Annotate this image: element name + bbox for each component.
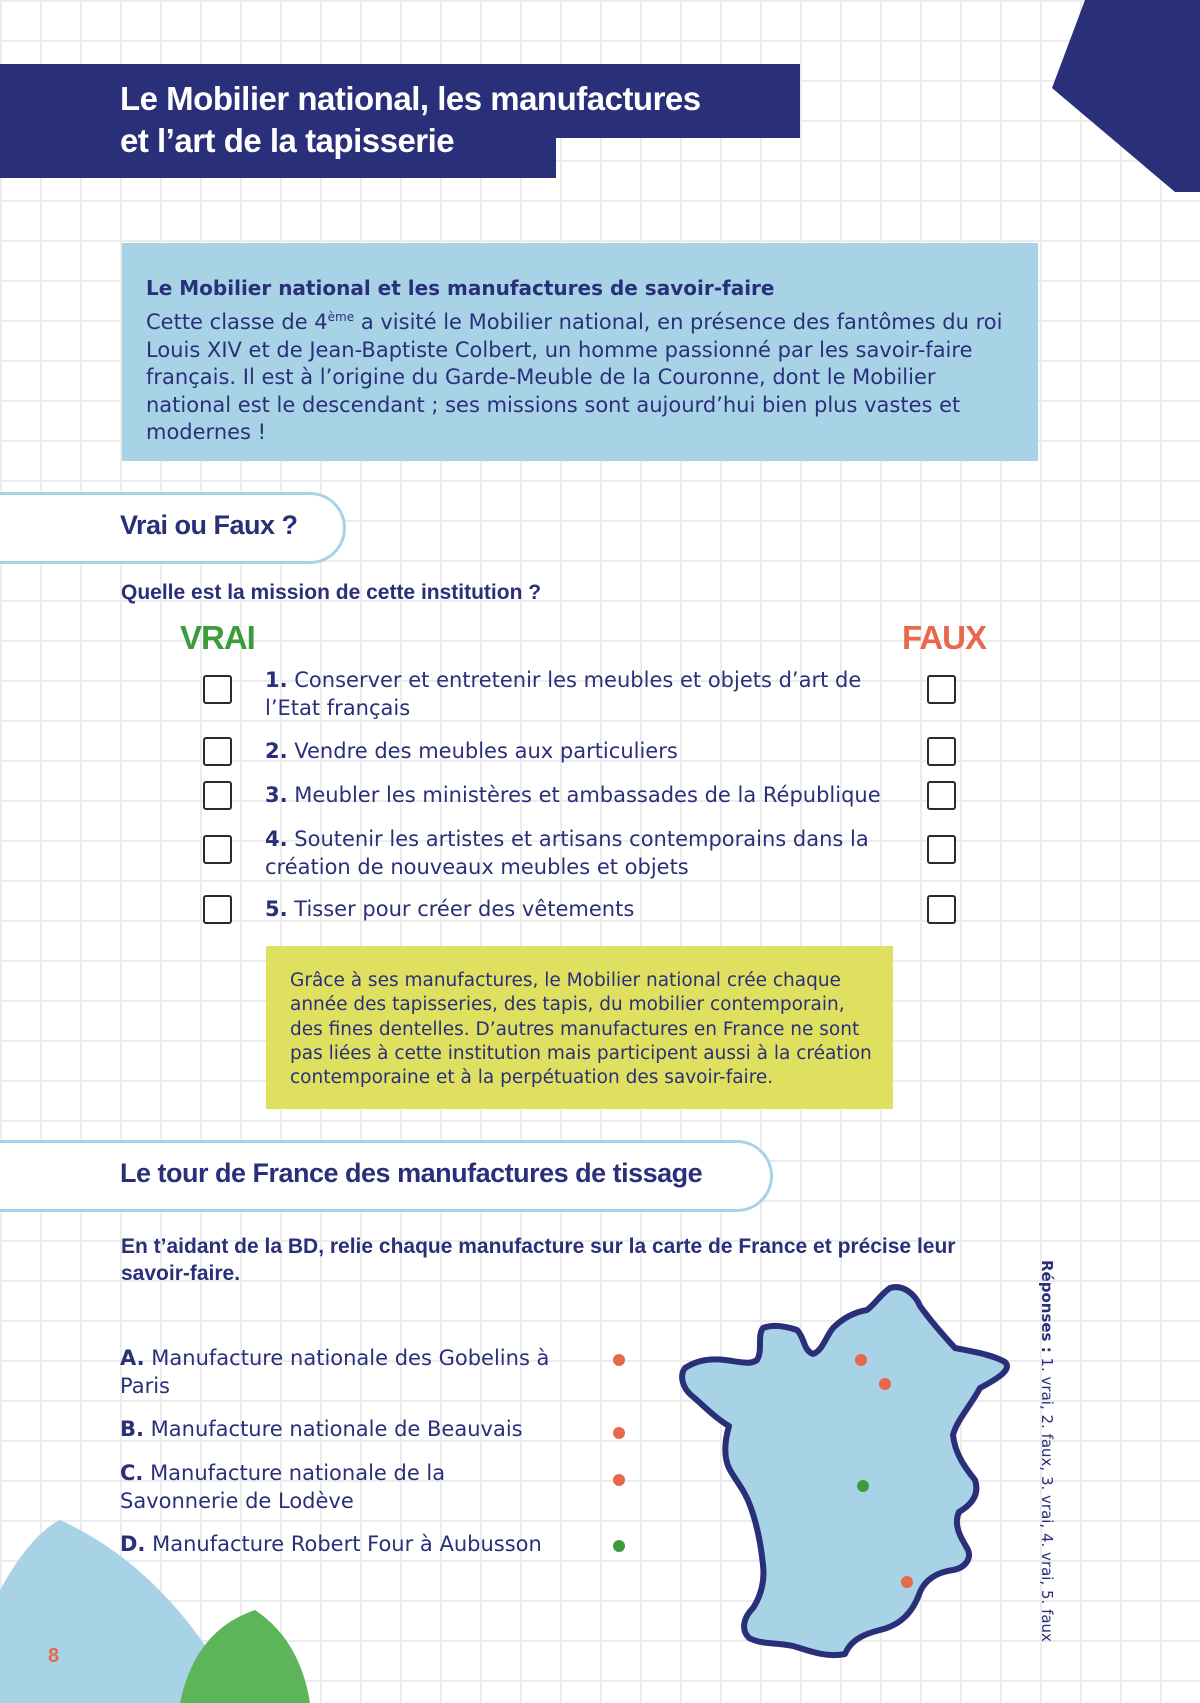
manufacture-c-link-dot[interactable] <box>613 1474 625 1486</box>
vrai-checkbox-2[interactable] <box>203 737 232 766</box>
manufacture-letter: A. <box>120 1346 145 1370</box>
quiz-item-number: 2. <box>265 739 288 763</box>
quiz-item-text: Vendre des meubles aux particuliers <box>287 739 678 763</box>
vrai-checkbox-5[interactable] <box>203 895 232 924</box>
manufacture-name: Manufacture nationale des Gobelins à Paris <box>120 1346 550 1398</box>
vrai-checkbox-4[interactable] <box>203 835 232 864</box>
map-dot-1 <box>855 1354 867 1366</box>
quiz-item-number: 1. <box>265 668 288 692</box>
page-title-line2: et l’art de la tapisserie <box>120 122 455 159</box>
manufacture-name: Manufacture nationale de Beauvais <box>143 1417 523 1441</box>
map-dot-3 <box>857 1480 869 1492</box>
quiz-item-text: Soutenir les artistes et artisans contemporains dans la création de nouveaux meubles et objets <box>265 827 869 879</box>
faux-checkbox-4[interactable] <box>927 835 956 864</box>
faux-checkbox-3[interactable] <box>927 781 956 810</box>
corner-decoration-top-right <box>1040 0 1200 200</box>
manufacture-b <box>120 1416 570 1444</box>
vrai-checkbox-1[interactable] <box>203 675 232 704</box>
manufacture-letter: C. <box>120 1461 144 1485</box>
manufacture-letter: D. <box>120 1532 146 1556</box>
manufacture-name: Manufacture nationale de la Savonnerie de Lodève <box>120 1461 446 1513</box>
tour-heading: Le tour de France des manufactures de tissage <box>120 1158 703 1188</box>
quiz-item-5 <box>265 896 885 924</box>
tour-instruction: En t’aidant de la BD, relie chaque manufacture sur la carte de France et précise leur savoir-faire. <box>121 1235 956 1285</box>
quiz-item-1 <box>265 667 885 722</box>
info-box-text: Grâce à ses manufactures, le Mobilier national crée chaque année des tapisseries, des tapis, du mobilier contemporain, des fines dentelles. D’autres manufactures en France ne sont pas liées à cette institution mais participent aussi à la création contemporaine et à la perpétuation des savoir-faire. <box>290 970 872 1089</box>
page-title-line1: Le Mobilier national, les manufactures <box>120 80 701 117</box>
map-dot-4 <box>901 1576 913 1588</box>
answers-text: 1. vrai, 2. faux, 3. vrai, 4. vrai, 5. faux <box>1038 1352 1056 1642</box>
vrai-column-label: VRAI <box>180 619 255 656</box>
quiz-item-4 <box>265 826 885 881</box>
answers-note <box>1038 1260 1056 1640</box>
quiz-question: Quelle est la mission de cette institution ? <box>121 581 542 604</box>
answers-label: Réponses : <box>1038 1260 1056 1353</box>
quiz-item-text: Conserver et entretenir les meubles et objets d’art de l’Etat français <box>265 668 862 720</box>
vrai-checkbox-3[interactable] <box>203 781 232 810</box>
faux-checkbox-5[interactable] <box>927 895 956 924</box>
quiz-item-3 <box>265 782 885 810</box>
manufacture-name: Manufacture Robert Four à Aubusson <box>145 1532 542 1556</box>
manufacture-b-link-dot[interactable] <box>613 1427 625 1439</box>
manufacture-d <box>120 1531 570 1559</box>
quiz-item-text: Tisser pour créer des vêtements <box>287 897 635 921</box>
france-map-icon <box>675 1280 1055 1660</box>
manufacture-d-link-dot[interactable] <box>613 1540 625 1552</box>
manufacture-a <box>120 1345 570 1400</box>
intro-title: Le Mobilier national et les manufactures de savoir-faire <box>146 276 775 300</box>
map-dot-2 <box>879 1378 891 1390</box>
page-title <box>120 78 800 162</box>
intro-text-start: Cette classe de 4 <box>146 310 328 334</box>
quiz-item-text: Meubler les ministères et ambassades de la République <box>287 783 881 807</box>
manufacture-c <box>120 1460 570 1515</box>
intro-text <box>146 304 1006 447</box>
faux-checkbox-2[interactable] <box>927 737 956 766</box>
intro-sup: ème <box>327 310 355 324</box>
faux-column-label: FAUX <box>902 619 987 656</box>
quiz-item-2 <box>265 738 885 766</box>
quiz-item-number: 5. <box>265 897 288 921</box>
manufacture-letter: B. <box>120 1417 144 1441</box>
manufacture-a-link-dot[interactable] <box>613 1354 625 1366</box>
quiz-item-number: 3. <box>265 783 288 807</box>
intro-text-end: a visité le Mobilier national, en présence des fantômes du roi Louis XIV et de Jean-Baptiste Colbert, un homme passionné par les savoir-faire français. Il est à l’origine du Garde-Meuble de la Couronne, dont le Mobilier national est le descendant ; ses missions sont aujourd’hui bien plus vastes et modernes ! <box>146 310 1003 444</box>
faux-checkbox-1[interactable] <box>927 675 956 704</box>
page-number: 8 <box>48 1645 60 1667</box>
quiz-heading: Vrai ou Faux ? <box>120 510 298 540</box>
quiz-item-number: 4. <box>265 827 288 851</box>
